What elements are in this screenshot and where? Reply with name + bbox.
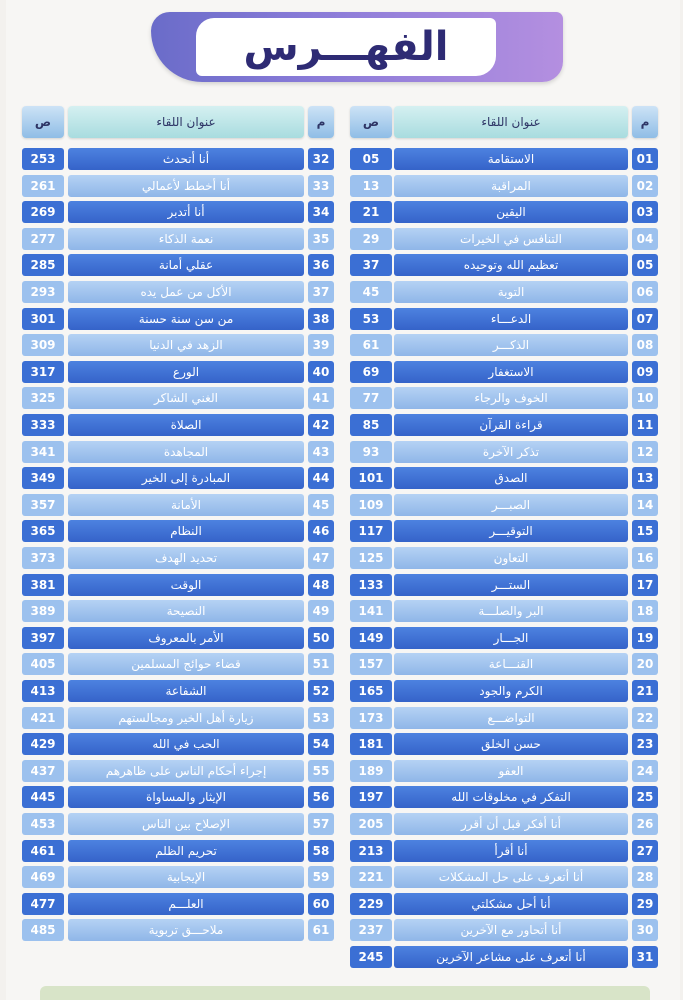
topic-title: تذكر الآخرة [394,441,628,463]
topic-title: الأمر بالمعروف [68,627,304,649]
lesson-number: 15 [632,520,658,542]
lesson-number: 45 [308,494,334,516]
lesson-number: 59 [308,866,334,888]
lesson-number: 09 [632,361,658,383]
page-number: 405 [22,653,64,675]
page-number: 61 [350,334,392,356]
lesson-number: 50 [308,627,334,649]
lesson-number: 57 [308,813,334,835]
topic-title: الوقت [68,574,304,596]
topic-title: القنـــاعة [394,653,628,675]
lesson-number: 27 [632,840,658,862]
page-number: 293 [22,281,64,303]
lesson-number: 12 [632,441,658,463]
lesson-number: 43 [308,441,334,463]
page-number: 149 [350,627,392,649]
page-number: 69 [350,361,392,383]
topic-title: تعظيم الله وتوحيده [394,254,628,276]
topic-title: نعمة الذكاء [68,228,304,250]
lesson-number: 26 [632,813,658,835]
topic-title: البر والصلـــة [394,600,628,622]
page-number: 261 [22,175,64,197]
lesson-number: 02 [632,175,658,197]
page-number: 453 [22,813,64,835]
topic-title: الغني الشاكر [68,387,304,409]
page-number: 93 [350,441,392,463]
page-number: 05 [350,148,392,170]
topic-title: عقلي أمانة [68,254,304,276]
page-number: 125 [350,547,392,569]
topic-title: الزهد في الدنيا [68,334,304,356]
page-number: 13 [350,175,392,197]
topic-title: الاستغفار [394,361,628,383]
footer-strip [40,986,650,1000]
page-number: 317 [22,361,64,383]
lesson-number: 38 [308,308,334,330]
topic-title: قراءة القرآن [394,414,628,436]
lesson-number: 39 [308,334,334,356]
topic-title: النصيحة [68,600,304,622]
topic-title: المجاهدة [68,441,304,463]
page-number: 221 [350,866,392,888]
lesson-number: 08 [632,334,658,356]
topic-title: الشفاعة [68,680,304,702]
page-number: 277 [22,228,64,250]
topic-title: العفو [394,760,628,782]
page-number: 477 [22,893,64,915]
lesson-number: 25 [632,786,658,808]
topic-title: المبادرة إلى الخير [68,467,304,489]
topic-title: أنا أفكر قبل أن أقرر [394,813,628,835]
left-header-page: ص [22,106,64,138]
topic-title: الستـــر [394,574,628,596]
topic-title: أنا أخطط لأعمالي [68,175,304,197]
topic-title: التعاون [394,547,628,569]
lesson-number: 01 [632,148,658,170]
left-header-topic: عنوان اللقاء [68,106,304,138]
lesson-number: 36 [308,254,334,276]
topic-title: زيارة أهل الخير ومجالستهم [68,707,304,729]
lesson-number: 20 [632,653,658,675]
topic-title: الأكل من عمل يده [68,281,304,303]
right-header-num: م [632,106,658,138]
lesson-number: 04 [632,228,658,250]
lesson-number: 35 [308,228,334,250]
lesson-number: 37 [308,281,334,303]
topic-title: المراقبة [394,175,628,197]
lesson-number: 58 [308,840,334,862]
topic-title: النظام [68,520,304,542]
topic-title: الإيجابية [68,866,304,888]
lesson-number: 44 [308,467,334,489]
topic-title: من سن سنة حسنة [68,308,304,330]
lesson-number: 56 [308,786,334,808]
page-title: الفهـــرس [243,24,449,70]
page-number: 413 [22,680,64,702]
page-number: 213 [350,840,392,862]
lesson-number: 23 [632,733,658,755]
page-number: 205 [350,813,392,835]
page-number: 389 [22,600,64,622]
lesson-number: 51 [308,653,334,675]
page-number: 157 [350,653,392,675]
lesson-number: 42 [308,414,334,436]
page-number: 237 [350,919,392,941]
topic-title: العلـــم [68,893,304,915]
lesson-number: 28 [632,866,658,888]
topic-title: تحديد الهدف [68,547,304,569]
topic-title: التفكر في مخلوقات الله [394,786,628,808]
topic-title: أنا أتدبر [68,201,304,223]
page-number: 485 [22,919,64,941]
lesson-number: 18 [632,600,658,622]
topic-title: الصدق [394,467,628,489]
page-number: 421 [22,707,64,729]
topic-title: الكرم والجود [394,680,628,702]
page-number: 373 [22,547,64,569]
topic-title: الخوف والرجاء [394,387,628,409]
lesson-number: 61 [308,919,334,941]
lesson-number: 03 [632,201,658,223]
lesson-number: 30 [632,919,658,941]
topic-title: حسن الخلق [394,733,628,755]
page-number: 101 [350,467,392,489]
page-number: 381 [22,574,64,596]
lesson-number: 33 [308,175,334,197]
lesson-number: 29 [632,893,658,915]
topic-title: الصبـــر [394,494,628,516]
page-number: 173 [350,707,392,729]
topic-title: قضاء حوائج المسلمين [68,653,304,675]
lesson-number: 41 [308,387,334,409]
lesson-number: 32 [308,148,334,170]
title-box [196,18,496,76]
page-number: 29 [350,228,392,250]
topic-title: أنا أحل مشكلتي [394,893,628,915]
lesson-number: 54 [308,733,334,755]
topic-title: تحريم الظلم [68,840,304,862]
topic-title: الحب في الله [68,733,304,755]
page-number: 333 [22,414,64,436]
lesson-number: 14 [632,494,658,516]
topic-title: الدعـــاء [394,308,628,330]
page-number: 189 [350,760,392,782]
page-number: 165 [350,680,392,702]
page-number: 469 [22,866,64,888]
page-number: 301 [22,308,64,330]
lesson-number: 49 [308,600,334,622]
topic-title: الصلاة [68,414,304,436]
page-number: 53 [350,308,392,330]
page-number: 349 [22,467,64,489]
topic-title: اليقين [394,201,628,223]
page-number: 341 [22,441,64,463]
page-number: 37 [350,254,392,276]
page-number: 133 [350,574,392,596]
lesson-number: 31 [632,946,658,968]
topic-title: أنا أتعرف على حل المشكلات [394,866,628,888]
lesson-number: 17 [632,574,658,596]
lesson-number: 24 [632,760,658,782]
lesson-number: 05 [632,254,658,276]
lesson-number: 52 [308,680,334,702]
lesson-number: 60 [308,893,334,915]
topic-title: التوقيـــر [394,520,628,542]
lesson-number: 07 [632,308,658,330]
lesson-number: 34 [308,201,334,223]
topic-title: التواضـــع [394,707,628,729]
topic-title: التنافس في الخيرات [394,228,628,250]
page-number: 325 [22,387,64,409]
page-number: 429 [22,733,64,755]
lesson-number: 21 [632,680,658,702]
page-number: 269 [22,201,64,223]
page-number: 357 [22,494,64,516]
topic-title: الإيثار والمساواة [68,786,304,808]
topic-title: الإصلاح بين الناس [68,813,304,835]
page-number: 21 [350,201,392,223]
lesson-number: 16 [632,547,658,569]
page-number: 365 [22,520,64,542]
lesson-number: 19 [632,627,658,649]
page-number: 309 [22,334,64,356]
topic-title: الأمانة [68,494,304,516]
page-number: 445 [22,786,64,808]
right-header-page: ص [350,106,392,138]
topic-title: الذكـــر [394,334,628,356]
topic-title: أنا أتعرف على مشاعر الآخرين [394,946,628,968]
page-number: 245 [350,946,392,968]
index-page [6,0,680,1000]
lesson-number: 47 [308,547,334,569]
lesson-number: 48 [308,574,334,596]
topic-title: التوبة [394,281,628,303]
lesson-number: 10 [632,387,658,409]
page-number: 285 [22,254,64,276]
lesson-number: 46 [308,520,334,542]
page-number: 197 [350,786,392,808]
topic-title: أنا أتحدث [68,148,304,170]
page-number: 109 [350,494,392,516]
page-number: 229 [350,893,392,915]
page-number: 437 [22,760,64,782]
lesson-number: 22 [632,707,658,729]
topic-title: أنا أتحاور مع الآخرين [394,919,628,941]
topic-title: ملاحـــق تربوية [68,919,304,941]
page-number: 85 [350,414,392,436]
topic-title: الاستقامة [394,148,628,170]
lesson-number: 53 [308,707,334,729]
lesson-number: 40 [308,361,334,383]
lesson-number: 06 [632,281,658,303]
page-number: 181 [350,733,392,755]
page-number: 117 [350,520,392,542]
page-number: 141 [350,600,392,622]
topic-title: إجراء أحكام الناس على ظاهرهم [68,760,304,782]
right-header-topic: عنوان اللقاء [394,106,628,138]
page-number: 253 [22,148,64,170]
page-number: 45 [350,281,392,303]
page-number: 461 [22,840,64,862]
topic-title: أنا أقرأ [394,840,628,862]
page-number: 77 [350,387,392,409]
topic-title: الورع [68,361,304,383]
lesson-number: 11 [632,414,658,436]
topic-title: الجـــار [394,627,628,649]
left-header-num: م [308,106,334,138]
lesson-number: 13 [632,467,658,489]
page-number: 397 [22,627,64,649]
lesson-number: 55 [308,760,334,782]
